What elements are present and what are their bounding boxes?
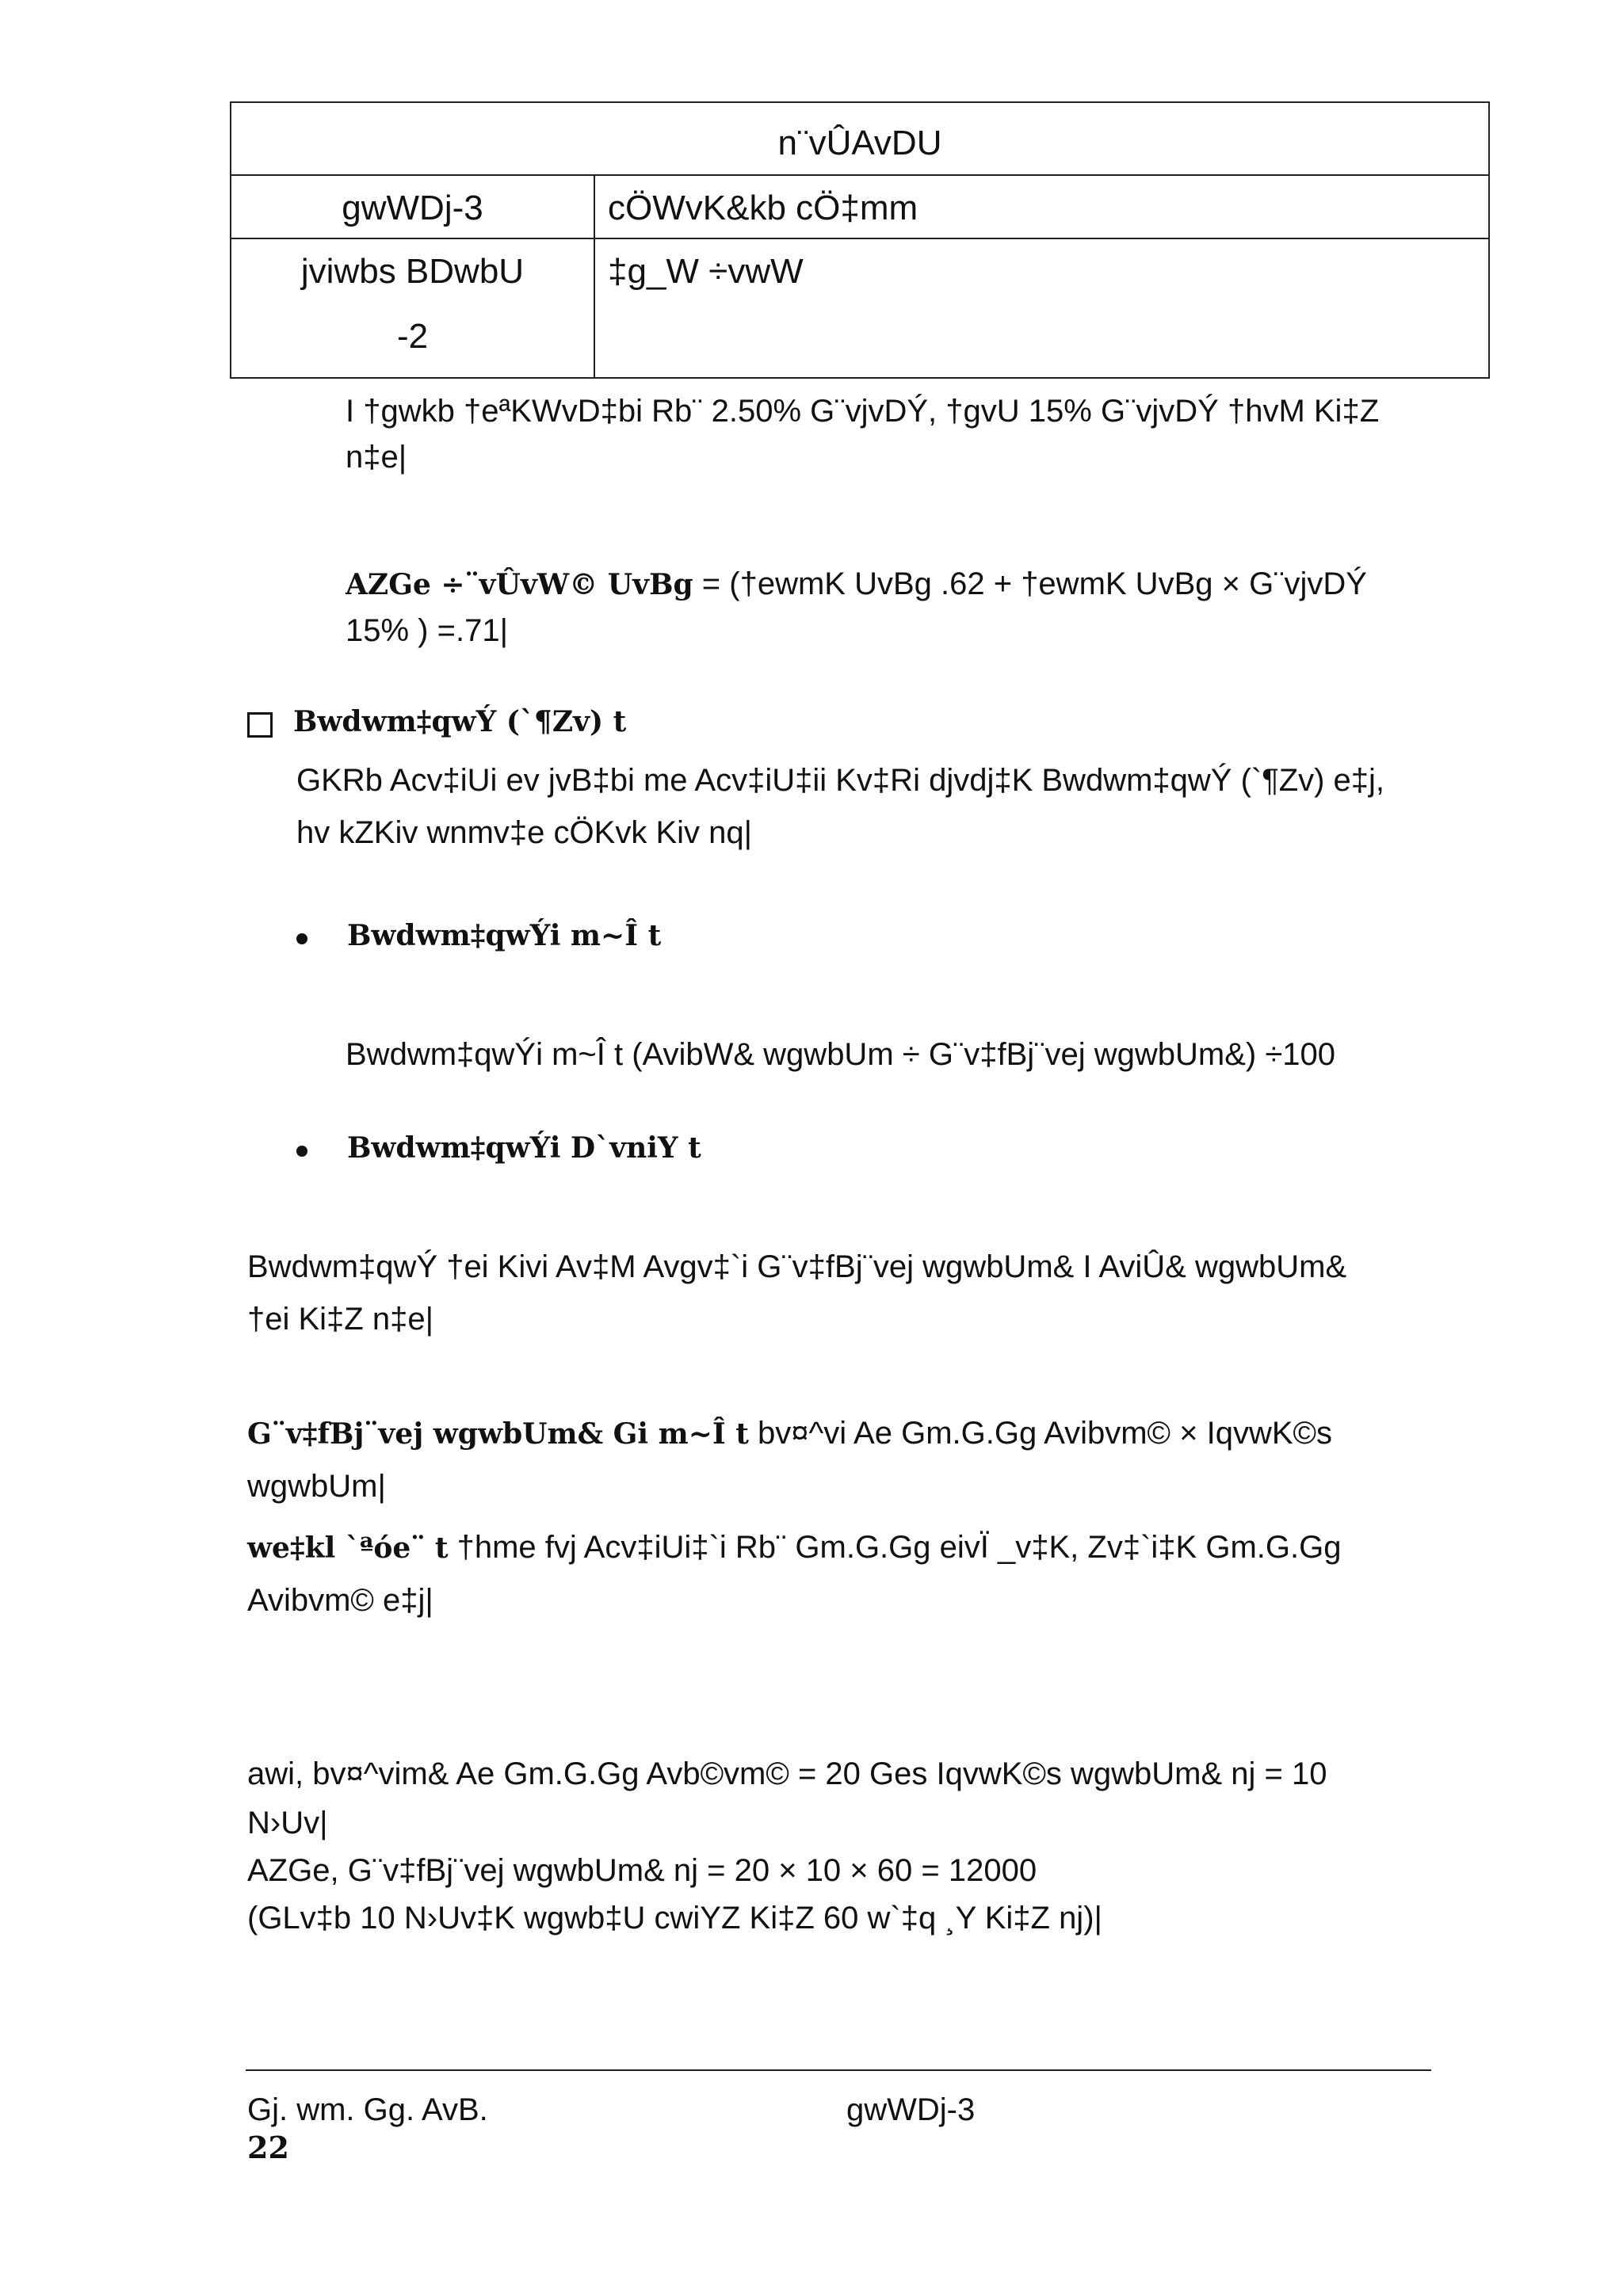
section-body	[296, 757, 1485, 856]
paragraph-line: I †gwkb †eªKWvD‡bi Rb¨ 2.50% G¨vjvDÝ, †gvU 15% G¨vjvDÝ †hvM Ki‡Z	[346, 394, 1380, 429]
bullet-heading-text: Bwdwm‡qwÝi m~Î t	[347, 919, 662, 952]
paragraph-line: hv kZKiv wnmv‡e cÖKvk Kiv nq|	[296, 815, 752, 850]
example-line: awi, bv¤^vim& Ae Gm.G.Gg Avb©vm© = 20 Ges IqvwK©s wgwbUm& nj = 10	[247, 1756, 1327, 1791]
formula-text: 15% ) =.71|	[346, 613, 508, 648]
paragraph-prerequisite	[247, 1244, 1484, 1342]
bullet-icon	[296, 1146, 307, 1157]
note-text: Avibvm© e‡j|	[247, 1583, 433, 1618]
section-heading-text: Bwdwm‡qwÝ (`¶Zv) t	[293, 705, 627, 738]
footer-left: Gj. wm. Gg. AvB.	[247, 2092, 488, 2127]
formula-text: bv¤^vi Ae Gm.G.Gg Avibvm© × IqvwK©s	[748, 1416, 1332, 1451]
module-header-table	[230, 101, 1490, 379]
paragraph-line: Bwdwm‡qwÝ †ei Kivi Av‡M Avgv‡`i G¨v‡fBj¨vej wgwbUm& I AviÛ& wgwbUm&	[247, 1249, 1347, 1284]
available-minutes-formula	[247, 1410, 1484, 1509]
note-text: †hme fvj Acv‡iUi‡`i Rb¨ Gm.G.Gg eivÏ _v‡K, Zv‡`i‡K Gm.G.Gg	[448, 1530, 1342, 1565]
example-line: N›Uv|	[247, 1806, 328, 1840]
unit-label-line1: jviwbs BDwbU	[300, 252, 525, 291]
note-label: we‡kl `ªóe¨ t	[247, 1531, 449, 1565]
bullet-formula-heading	[296, 919, 661, 952]
footer-center: gwWDj-3	[846, 2092, 976, 2127]
unit-label-line2: -2	[396, 317, 429, 356]
paragraph-allowance	[346, 388, 1471, 480]
formula-label: G¨v‡fBj¨vej wgwbUm& Gi m~Î t	[247, 1417, 749, 1451]
unit-label-cell	[231, 238, 594, 378]
paragraph-line: GKRb Acv‡iUi ev jvB‡bi me Acv‡iU‡ii Kv‡Ri djvdj‡K Bwdwm‡qwÝ (`¶Zv) e‡j,	[296, 763, 1385, 798]
efficiency-formula: Bwdwm‡qwÝi m~Î t (AvibW& wgwbUm ÷ G¨v‡fBj¨vej wgwbUm&) ÷100	[346, 1037, 1336, 1072]
paragraph-line: †ei Ki‡Z n‡e|	[247, 1302, 433, 1337]
paragraph-line: n‡e|	[346, 440, 407, 475]
page-number: 22	[247, 2130, 289, 2165]
formula-label: AZGe ÷¨vÛvW© UvBg	[346, 568, 693, 601]
bullet-heading-text: Bwdwm‡qwÝi D`vniY t	[347, 1131, 701, 1165]
unit-name-cell: ‡g_W ÷vwW	[594, 238, 1489, 378]
section-heading	[247, 705, 626, 741]
module-label-cell: gwWDj-3	[231, 175, 594, 238]
standard-time-formula	[346, 561, 1471, 654]
example-line: AZGe, G¨v‡fBj¨vej wgwbUm& nj = 20 × 10 × 60 = 12000	[247, 1853, 1037, 1888]
example-block	[247, 1751, 1484, 1941]
example-line: (GLv‡b 10 N›Uv‡K wgwb‡U cwiYZ Ki‡Z 60 w`‡q ¸Y Ki‡Z nj)|	[247, 1901, 1102, 1936]
bullet-icon	[296, 933, 307, 944]
checkbox-icon	[247, 712, 273, 738]
table-title: n¨vÛAvDU	[231, 102, 1489, 175]
formula-text: = (†ewmK UvBg .62 + †ewmK UvBg × G¨vjvDÝ	[693, 566, 1367, 601]
bullet-example-heading	[296, 1131, 701, 1165]
module-name-cell: cÖWvK&kb cÖ‡mm	[594, 175, 1489, 238]
footer-rule	[246, 2069, 1431, 2071]
formula-text: wgwbUm|	[247, 1469, 386, 1504]
special-note	[247, 1524, 1484, 1623]
